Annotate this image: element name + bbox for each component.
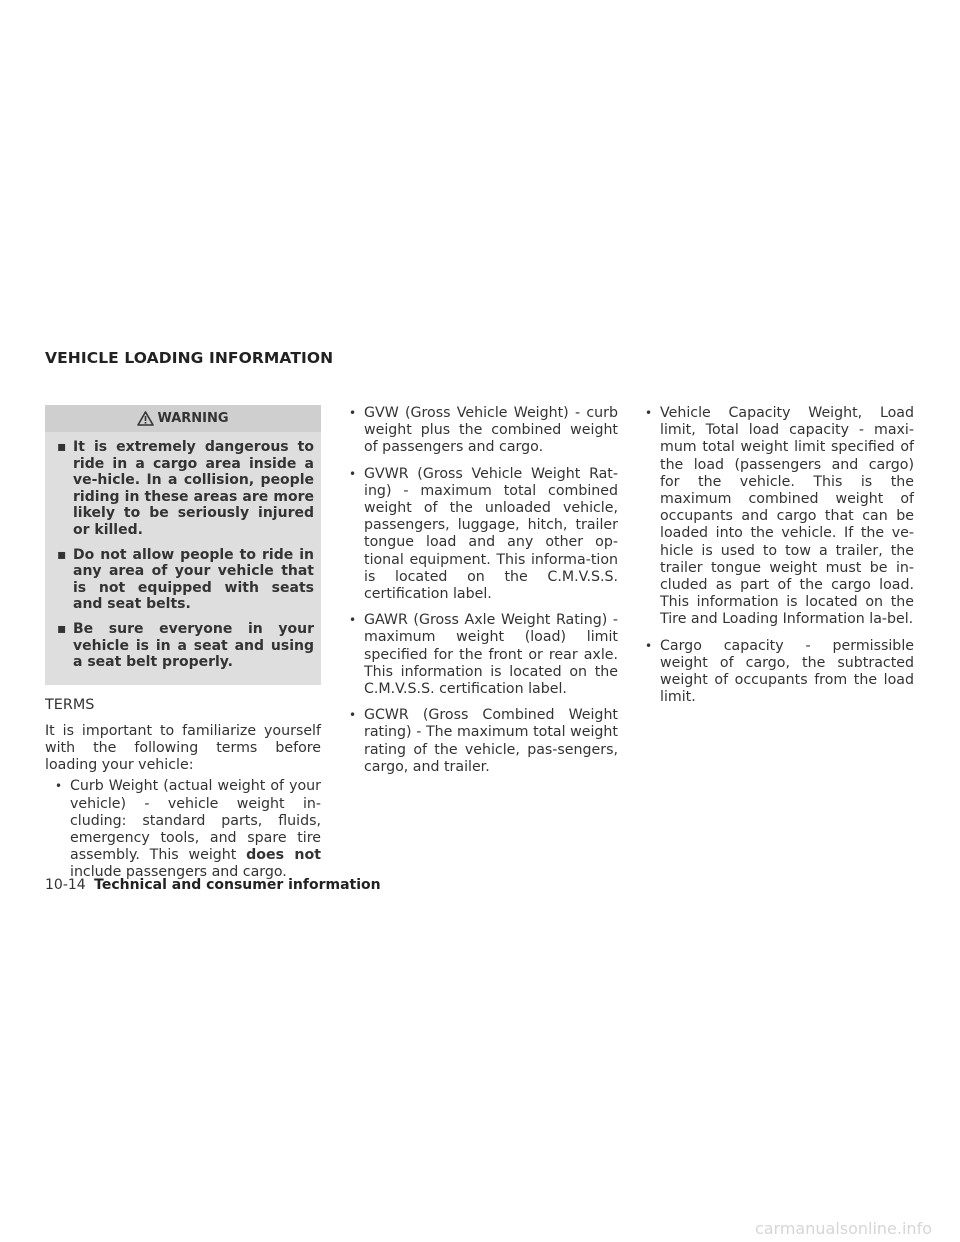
warning-item: ▪ Be sure everyone in your vehicle is in a seat and using a seat belt properly.	[57, 621, 314, 671]
page-number: 10-14	[45, 877, 86, 893]
warning-item: ▪ It is extremely dangerous to ride in a cargo area inside a ve-hicle. In a collision, people riding in these areas are more likely to be seriously injured or killed.	[57, 439, 314, 539]
page-footer	[45, 877, 381, 893]
term-gvwr: • GVWR (Gross Vehicle Weight Rat-ing) - maximum total combined weight of the unloaded vehicle, passengers, luggage, hitch, trailer tongue load and any other op-tional equipment. This informa-tion is located on the C.M.V.S.S. certification label.	[342, 466, 618, 604]
terms-list-col1	[45, 778, 321, 881]
term-cargo-capacity: • Cargo capacity - permissible weight of cargo, the subtracted weight of occupants from the load limit.	[638, 638, 914, 707]
warning-item: ▪ Do not allow people to ride in any area of your vehicle that is not equipped with seats and seat belts.	[57, 547, 314, 613]
warning-list	[45, 432, 321, 671]
terms-list-col3	[638, 405, 914, 706]
watermark: carmanualsonline.info	[754, 1219, 932, 1238]
chapter-title: Technical and consumer information	[94, 877, 381, 893]
column-3	[638, 405, 914, 715]
warning-header	[45, 405, 321, 432]
term-text: Curb Weight (actual weight of your vehicle) - vehicle weight in-cluding: standard parts, fluids, emergency tools, and spare tire assembly. This weight	[70, 778, 321, 864]
term-gcwr: • GCWR (Gross Combined Weight rating) - The maximum total weight rating of the vehicle, pas-sengers, cargo, and trailer.	[342, 707, 618, 776]
terms-heading: TERMS	[45, 696, 95, 713]
warning-label: WARNING	[157, 410, 229, 426]
warning-box	[45, 405, 321, 685]
column-1	[45, 405, 321, 891]
column-2	[342, 405, 618, 785]
intro-paragraph: It is important to familiarize yourself with the following terms before loading your vehicle:	[45, 722, 321, 774]
term-gvw: • GVW (Gross Vehicle Weight) - curb weight plus the combined weight of passengers and cargo.	[342, 405, 618, 457]
term-vehicle-capacity-weight: • Vehicle Capacity Weight, Load limit, Total load capacity - maxi-mum total weight limit specified of the load (passengers and cargo) for the vehicle. This is the maximum combined weight of occupants and cargo that can be loaded into the vehicle. If the ve-hicle is used to tow a trailer, the trailer tongue weight must be in-cluded as part of the cargo load. This information is located on the Tire and Loading Information la-bel.	[638, 405, 914, 629]
term-emphasis: does not	[246, 847, 321, 864]
term-curb-weight	[48, 778, 321, 881]
warning-triangle-icon	[137, 411, 154, 426]
term-text-tail: include passengers and cargo.	[70, 864, 287, 881]
section-title: VEHICLE LOADING INFORMATION	[45, 349, 334, 367]
term-gawr: • GAWR (Gross Axle Weight Rating) - maximum weight (load) limit specified for the front or rear axle. This information is located on the C.M.V.S.S. certification label.	[342, 612, 618, 698]
terms-list-col2	[342, 405, 618, 776]
